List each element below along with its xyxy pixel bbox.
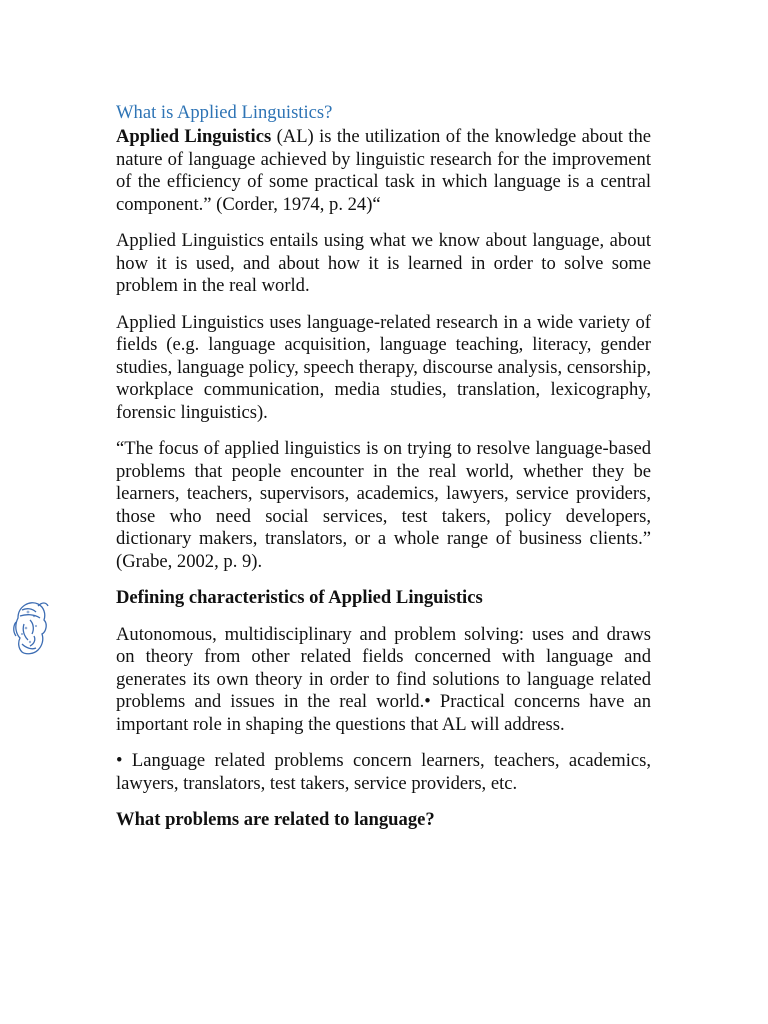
intro-term: Applied Linguistics	[116, 126, 272, 147]
intro-text: (AL) is the utilization of the knowledge about the nature of language achieved by linguistic research for the improvement of the efficiency of some practical task in which language is a central component.” (Corder, 1974, p. 24)“	[116, 126, 651, 215]
paragraph: Autonomous, multidisciplinary and problem solving: uses and draws on theory from other related fields concerned with language and generates its own theory in order to find solutions to language related problems and issues in the real world.• Practical concerns have an important role in shaping the questions that AL will address.	[116, 623, 651, 735]
paragraph: “The focus of applied linguistics is on trying to resolve language-based problems that people encounter in the real world, whether they be learners, teachers, supervisors, academics, lawyers, service providers, those who need social services, test takers, policy developers, dictionary makers, translators, or a whole range of business clients.” (Grabe, 2002, p. 9).	[116, 438, 651, 572]
section-heading-defining: Defining characteristics of Applied Linguistics	[116, 587, 483, 608]
athena-head-emblem-icon	[8, 598, 50, 658]
paragraph: Applied Linguistics entails using what we know about language, about how it is used, and about how it is learned in order to solve some problem in the real world.	[116, 230, 651, 296]
paragraph: Applied Linguistics uses language-related research in a wide variety of fields (e.g. language acquisition, language teaching, literacy, gender studies, language policy, speech therapy, discourse analysis, censorship, workplace communication, media studies, translation, lexicography, forensic linguistics).	[116, 311, 651, 423]
section-heading-problems: What problems are related to language?	[116, 809, 435, 830]
document-body	[116, 102, 651, 846]
bullet-paragraph: • Language related problems concern learners, teachers, academics, lawyers, translators, test takers, service providers, etc.	[116, 750, 651, 794]
intro-paragraph	[116, 126, 651, 216]
page-title: What is Applied Linguistics?	[116, 102, 333, 123]
